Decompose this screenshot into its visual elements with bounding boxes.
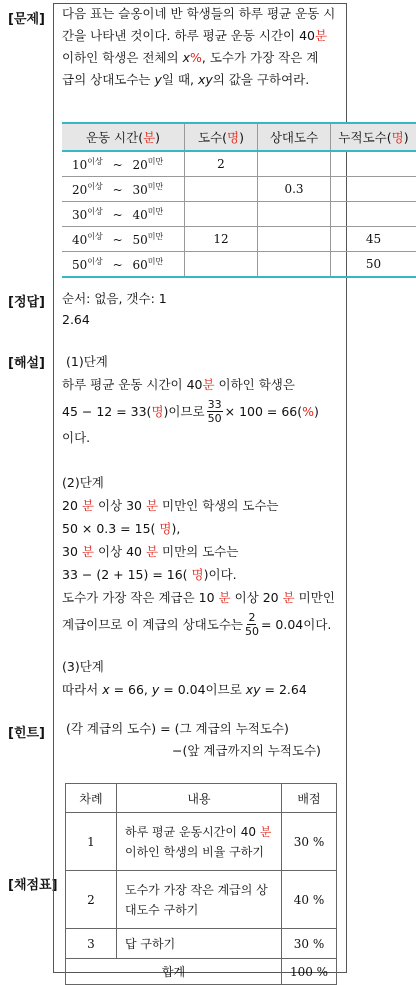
table-header-3: 누적도수(명) <box>331 123 416 151</box>
frequency-table <box>62 122 416 278</box>
grading-row-points: 40 % <box>282 871 337 929</box>
frequency-cell <box>185 252 258 278</box>
fraction-2-50: $\frac{2}{50}$ <box>245 611 259 638</box>
grading-header-points: 배점 <box>282 784 337 813</box>
table-row <box>62 252 416 278</box>
cumulative-frequency-cell <box>331 151 416 177</box>
cumulative-frequency-cell <box>331 202 416 227</box>
grading-row-content: 하루 평균 운동시간이 40 분 이하인 학생의 비율 구하기 <box>117 813 282 871</box>
grading-row-no: 1 <box>66 813 117 871</box>
relative-frequency-cell <box>258 252 331 278</box>
table-row <box>62 151 416 177</box>
frequency-cell <box>185 177 258 202</box>
grading-header-no: 차례 <box>66 784 117 813</box>
question-tag: [문제] <box>8 8 45 27</box>
table-header-2: 상대도수 <box>258 123 331 151</box>
grading-row-points: 30 % <box>282 813 337 871</box>
relative-frequency-cell <box>258 151 331 177</box>
table-header-1: 도수(명) <box>185 123 258 151</box>
class-interval: $40^{이상}$ ~ $50^{미만}$ <box>62 227 185 252</box>
grading-tag: [채점표] <box>8 874 58 893</box>
hint-text: (각 계급의 도수) = (그 계급의 누적도수) −(앞 계급까지의 누적도수) <box>62 718 321 762</box>
class-interval: $50^{이상}$ ~ $60^{미만}$ <box>62 252 185 278</box>
table-header-0: 운동 시간(분) <box>62 123 185 151</box>
explanation-tag: [해설] <box>8 352 45 371</box>
hint-tag: [힌트] <box>8 722 45 741</box>
frequency-cell: 2 <box>185 151 258 177</box>
frequency-cell: 12 <box>185 227 258 252</box>
grading-row-no: 2 <box>66 871 117 929</box>
cumulative-frequency-cell: 50 <box>331 252 416 278</box>
grading-total: 100 % <box>282 959 337 985</box>
cumulative-frequency-cell: 45 <box>331 227 416 252</box>
grading-row-no: 3 <box>66 929 117 959</box>
relative-frequency-cell <box>258 202 331 227</box>
relative-frequency-cell <box>258 227 331 252</box>
answer-text: 순서: 없음, 갯수: 1 2.64 <box>62 288 167 330</box>
relative-frequency-cell: 0.3 <box>258 177 331 202</box>
grading-row-content: 도수가 가장 작은 계급의 상 대도수 구하기 <box>117 871 282 929</box>
class-interval: $10^{이상}$ ~ $20^{미만}$ <box>62 151 185 177</box>
grading-total-label: 합계 <box>66 959 282 985</box>
grading-table <box>65 783 337 985</box>
cumulative-frequency-cell <box>331 177 416 202</box>
question-text: 다음 표는 슬옹이네 반 학생들의 하루 평균 운동 시 간을 나타낸 것이다. 하루 평균 운동 시간이 40분 이하인 학생은 전체의 x%, 도수가 가장 작은 계 급의 상대도수는 y일 때, xy의 값을 구하여라. <box>62 3 335 91</box>
table-row <box>62 227 416 252</box>
class-interval: $30^{이상}$ ~ $40^{미만}$ <box>62 202 185 227</box>
grading-row-points: 30 % <box>282 929 337 959</box>
explanation-text: (1)단계 하루 평균 운동 시간이 40분 이하인 학생은 45 − 12 = 33( 명 )이므로 $\frac{33}{50}$ × 100 = 66( % ) 이다. (2)단계 20 분 이상 30 분 미만인 학생의 도수는 50 × 0.3 = 15( 명), 30 분 이상 40 분 미만의 도수는 33 − (2 + 15) = 16( 명)이다. 도수가 가장 작은 계급은 10 분 이상 20 분 미만인 계급이므로 이 계급의 상대도수는 $\frac{2}{50}$ = 0.04이다. (3)단계 따라서 x = 66, y = 0.04이므로 xy = 2.64 <box>62 350 335 701</box>
class-interval: $20^{이상}$ ~ $30^{미만}$ <box>62 177 185 202</box>
table-row <box>62 202 416 227</box>
grading-row-content: 답 구하기 <box>117 929 282 959</box>
fraction-33-50: $\frac{33}{50}$ <box>207 398 223 425</box>
answer-tag: [정답] <box>8 291 45 310</box>
grading-header-content: 내용 <box>117 784 282 813</box>
table-row <box>62 177 416 202</box>
frequency-cell <box>185 202 258 227</box>
